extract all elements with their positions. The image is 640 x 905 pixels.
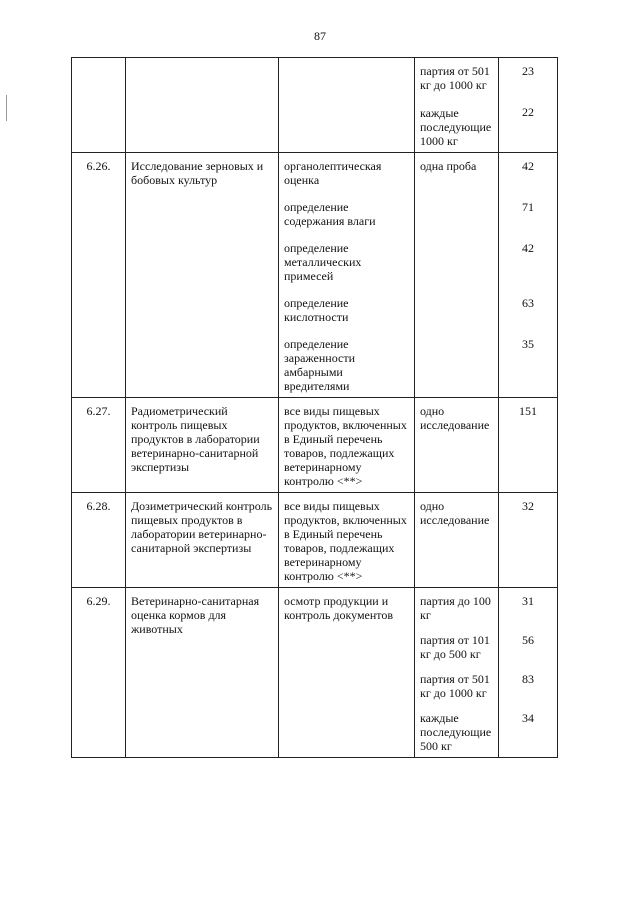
price-value: 42 bbox=[522, 159, 534, 173]
scan-margin-mark bbox=[6, 95, 7, 121]
subtype-text: органолептическая оценка bbox=[284, 159, 382, 187]
price-value: 23 bbox=[522, 64, 534, 78]
price-value: 31 bbox=[522, 594, 534, 608]
price-value: 71 bbox=[522, 200, 534, 214]
service-name-cell: Ветеринарно-санитарная оценка кормов для животных bbox=[126, 588, 279, 758]
unit-text: одна проба bbox=[420, 159, 477, 173]
unit-cell bbox=[415, 588, 499, 758]
price-value: 56 bbox=[522, 633, 534, 647]
table-row bbox=[72, 493, 558, 588]
subtype-text: определение кислотности bbox=[284, 296, 349, 324]
table-row bbox=[72, 398, 558, 493]
price-cell bbox=[499, 153, 558, 398]
unit-cell bbox=[415, 153, 499, 398]
unit-text: партия от 501 кг до 1000 кг bbox=[420, 672, 490, 700]
row-number-cell: 6.28. bbox=[72, 493, 126, 588]
unit-text: партия от 101 кг до 500 кг bbox=[420, 633, 490, 661]
price-value: 42 bbox=[522, 241, 534, 255]
unit-text: каждые последующие 1000 кг bbox=[420, 106, 492, 148]
price-table bbox=[71, 57, 558, 758]
subtype-text: определение металлических примесей bbox=[284, 241, 362, 283]
subtype-cell bbox=[279, 153, 415, 398]
price-value: 35 bbox=[522, 337, 534, 351]
price-cell bbox=[499, 588, 558, 758]
price-value: 63 bbox=[522, 296, 534, 310]
unit-text: партия до 100 кг bbox=[420, 594, 491, 622]
unit-cell bbox=[415, 58, 499, 153]
service-name-cell: Дозиметрический контроль пищевых продуктов в лаборатории ветеринарно-санитарной экспертизы bbox=[126, 493, 279, 588]
subtype-text: определение содержания влаги bbox=[284, 200, 376, 228]
price-cell: 32 bbox=[499, 493, 558, 588]
service-name-cell bbox=[126, 58, 279, 153]
table-row bbox=[72, 153, 558, 398]
price-cell: 151 bbox=[499, 398, 558, 493]
price-value: 22 bbox=[522, 105, 534, 119]
unit-cell: одно исследование bbox=[415, 493, 499, 588]
unit-cell: одно исследование bbox=[415, 398, 499, 493]
row-number-cell: 6.26. bbox=[72, 153, 126, 398]
table-row bbox=[72, 588, 558, 758]
row-number-cell: 6.29. bbox=[72, 588, 126, 758]
price-cell bbox=[499, 58, 558, 153]
subtype-text: определение зараженности амбарными вредителями bbox=[284, 337, 355, 393]
subtype-cell: все виды пищевых продуктов, включенных в Единый перечень товаров, подлежащих ветеринарному контролю <**> bbox=[279, 398, 415, 493]
subtype-cell: осмотр продукции и контроль документов bbox=[279, 588, 415, 758]
price-value: 83 bbox=[522, 672, 534, 686]
service-name-cell: Исследование зерновых и бобовых культур bbox=[126, 153, 279, 398]
subtype-cell bbox=[279, 58, 415, 153]
row-number-cell bbox=[72, 58, 126, 153]
row-number-cell: 6.27. bbox=[72, 398, 126, 493]
table-row bbox=[72, 58, 558, 153]
price-value: 34 bbox=[522, 711, 534, 725]
unit-text: каждые последующие 500 кг bbox=[420, 711, 492, 753]
service-name-cell: Радиометрический контроль пищевых продуктов в лаборатории ветеринарно-санитарной экспертизы bbox=[126, 398, 279, 493]
page-number: 87 bbox=[314, 29, 326, 43]
subtype-cell: все виды пищевых продуктов, включенных в Единый перечень товаров, подлежащих ветеринарному контролю <**> bbox=[279, 493, 415, 588]
unit-text: партия от 501 кг до 1000 кг bbox=[420, 64, 490, 92]
